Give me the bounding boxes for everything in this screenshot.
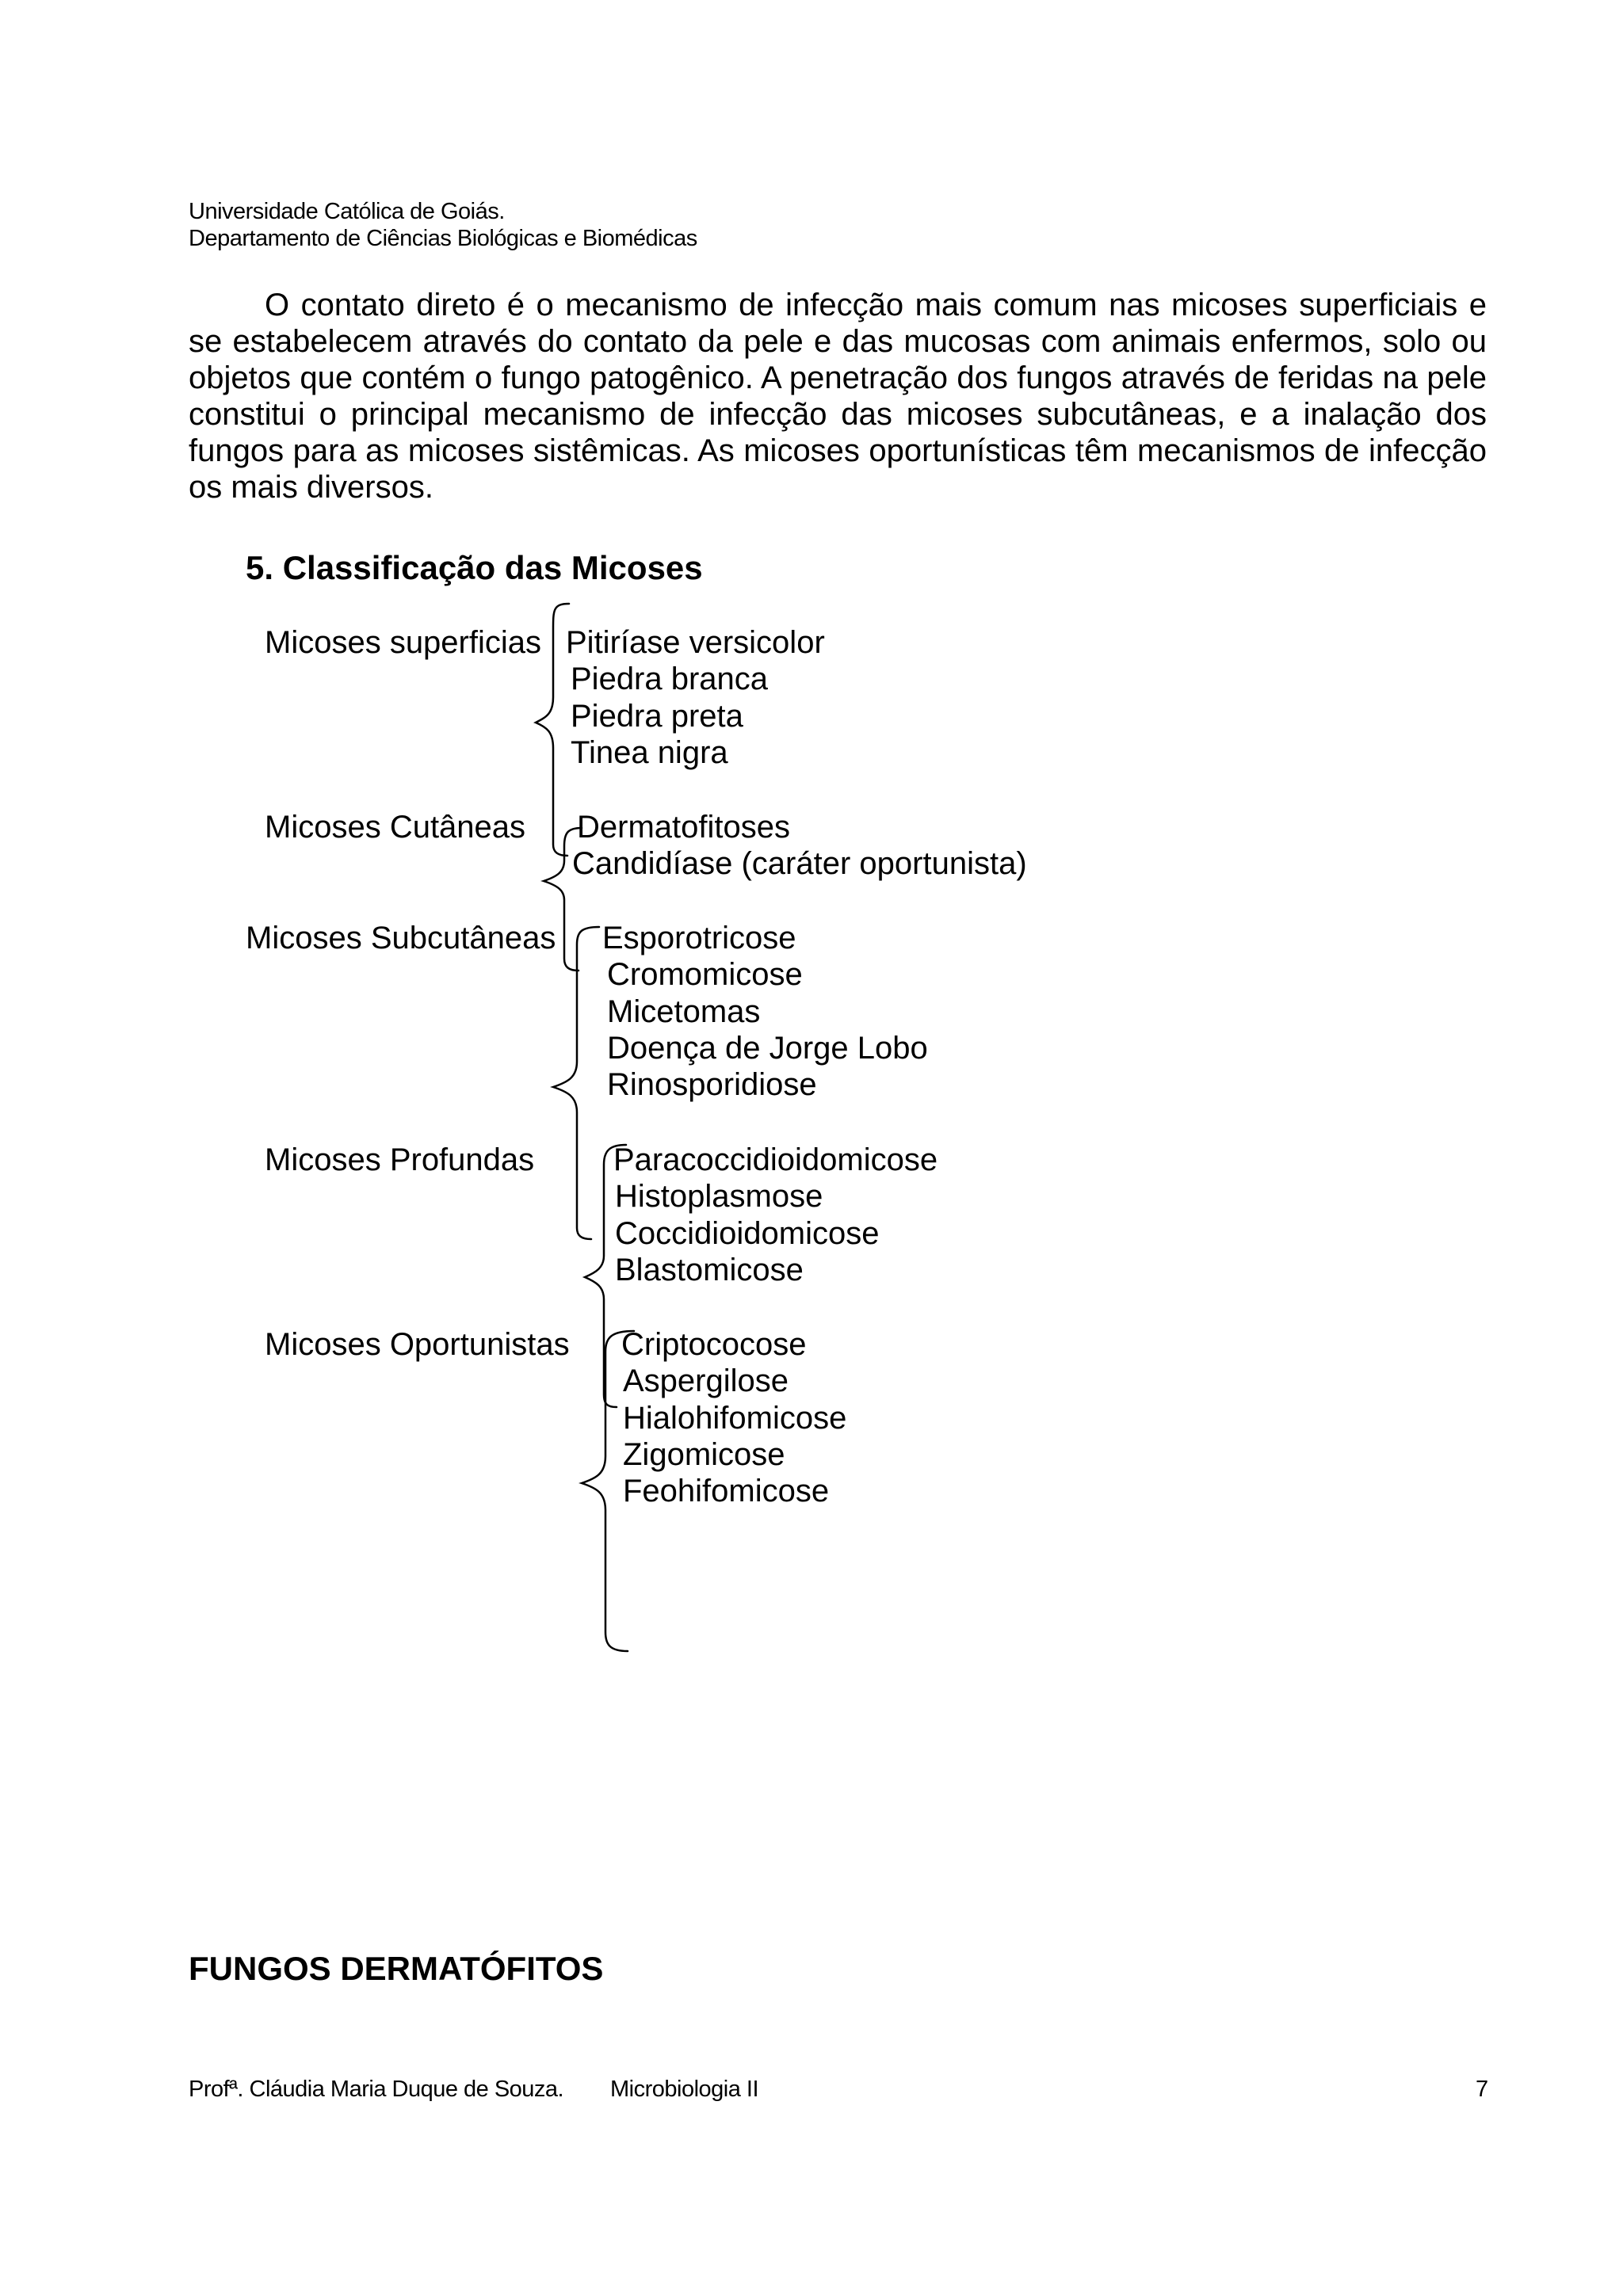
category-label-subcutaneous: Micoses Subcutâneas (246, 921, 556, 955)
page-number: 7 (1476, 2077, 1488, 2102)
list-item: Aspergilose (623, 1363, 789, 1399)
category-label-opportunistic: Micoses Oportunistas (265, 1327, 570, 1362)
category-label-superficial: Micoses superficias (265, 625, 542, 660)
category-label-cutaneous: Micoses Cutâneas (265, 810, 526, 845)
list-item: Zigomicose (623, 1436, 785, 1472)
list-item: Hialohifomicose (623, 1400, 847, 1436)
list-item: Dermatofitoses (577, 810, 790, 845)
section-title: 5. Classificação das Micoses (246, 549, 703, 586)
footer-author: Profª. Cláudia Maria Duque de Souza. (189, 2077, 564, 2102)
list-item: Cromomicose (607, 957, 803, 993)
list-item: Candidíase (caráter oportunista) (572, 846, 1027, 882)
list-item: Doença de Jorge Lobo (607, 1030, 928, 1066)
header-institution: Universidade Católica de Goiás. (189, 199, 505, 224)
list-item: Criptococose (621, 1327, 807, 1362)
header-department: Departamento de Ciências Biológicas e Biomédicas (189, 226, 697, 251)
list-item: Tinea nigra (571, 734, 728, 770)
footer-course: Microbiologia II (610, 2077, 759, 2102)
list-item: Feohifomicose (623, 1474, 830, 1509)
body-paragraph: O contato direto é o mecanismo de infecção mais comum nas micoses superficiais e se estabelecem através do contato da pele e das mucosas com animais enfermos, solo ou objetos que contém o fungo patogênico. A penetração dos fungos através de feridas na pele constitui o principal mecanismo de infecção das micoses subcutâneas, e a inalação dos fungos para as micoses sistêmicas. As micoses oportunísticas têm mecanismos de infecção os mais diversos. (189, 288, 1487, 505)
list-item: Coccidioidomicose (615, 1215, 880, 1251)
list-item: Histoplasmose (615, 1179, 823, 1215)
list-item: Blastomicose (615, 1252, 804, 1287)
brace-opportunistic (582, 1331, 634, 1651)
list-item: Paracoccidioidomicose (613, 1142, 938, 1177)
brace-subcutaneous (553, 927, 599, 1239)
list-item: Micetomas (607, 994, 761, 1029)
list-item: Piedra preta (571, 698, 743, 734)
brace-superficial (536, 604, 569, 856)
list-item: Rinosporidiose (607, 1067, 817, 1103)
list-item: Piedra branca (571, 662, 769, 697)
category-label-deep: Micoses Profundas (265, 1142, 535, 1177)
list-item: Pitiríase versicolor (566, 625, 825, 660)
list-item: Esporotricose (602, 921, 796, 955)
next-section-title: FUNGOS DERMATÓFITOS (189, 1950, 604, 1987)
